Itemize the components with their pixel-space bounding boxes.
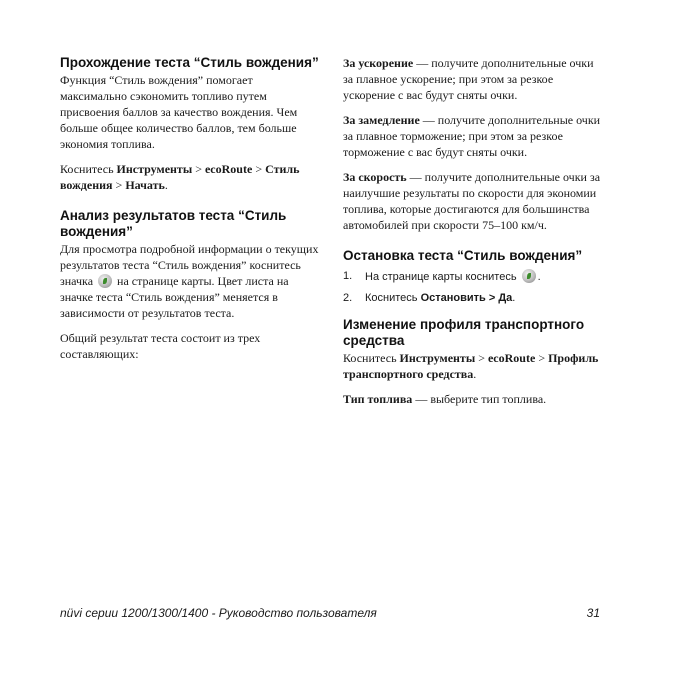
instr-end: .	[473, 367, 477, 381]
step-text	[365, 292, 515, 304]
instr-sep: >	[112, 178, 126, 192]
footer-title: nüvi серии 1200/1300/1400 - Руководство пользователя	[60, 606, 377, 620]
instr-ecoroute: ecoRoute	[487, 351, 536, 365]
instr-tools: Инструменты	[399, 351, 476, 365]
instr-sep: >	[535, 351, 549, 365]
speed-item	[343, 169, 605, 233]
step-item	[343, 287, 605, 309]
instr-tools: Инструменты	[116, 162, 193, 176]
step-number: 2.	[343, 292, 353, 304]
step-end: .	[537, 271, 541, 283]
deceleration-item	[343, 112, 605, 160]
driving-style-description: Функция “Стиль вождения” помогает максимально сэкономить топливо путем присвоения баллов за качество вождения. Чем больше общее количество баллов, тем больше экономия топлива.	[60, 73, 298, 151]
acceleration-text: — получите дополнительные очки за плавное ускорение; при этом за резкое ускорение с вас будут сняты очки.	[343, 56, 594, 102]
driving-style-instructions	[60, 161, 322, 193]
speed-text: — получите дополнительные очки за наилучшие результаты по скорости для экономии топлива, которые достигаются для большинства автомобилей при скорости 75–100 км/ч.	[343, 170, 601, 232]
instr-sep: >	[192, 162, 205, 176]
stop-test-steps	[343, 265, 605, 309]
acceleration-term: За ускорение	[343, 56, 414, 70]
instr-sep: >	[475, 351, 488, 365]
fuel-type-item	[343, 391, 605, 407]
instr-end: .	[164, 178, 168, 192]
page-footer	[60, 606, 600, 620]
left-column	[60, 55, 322, 371]
page-number: 31	[586, 606, 600, 620]
step-stop-yes: Остановить > Да	[420, 292, 513, 304]
results-description	[60, 241, 322, 321]
instr-touch: Коснитесь	[343, 351, 400, 365]
instr-ecoroute: ecoRoute	[204, 162, 253, 176]
section-title-stop-test: Остановка теста “Стиль вождения”	[343, 248, 583, 263]
section-title-vehicle-profile: Изменение профиля транспортного средства	[343, 317, 585, 348]
vehicle-profile-instructions	[343, 350, 605, 382]
acceleration-item	[343, 55, 605, 103]
step-number: 1.	[343, 270, 353, 282]
instr-touch: Коснитесь	[60, 162, 117, 176]
results-text-b: на странице карты. Цвет листа на значке теста “Стиль вождения” меняется в зависимости от результатов теста.	[60, 274, 289, 320]
ecoroute-leaf-icon	[522, 269, 536, 283]
instr-start: Начать	[125, 178, 165, 192]
step-item	[343, 265, 605, 287]
ecoroute-leaf-icon	[98, 274, 112, 288]
step-text-main: Коснитесь	[365, 292, 421, 304]
instr-vehicle-profile: Профиль транспортного средства	[343, 351, 599, 381]
speed-term: За скорость	[343, 170, 407, 184]
right-column	[343, 55, 605, 416]
section-title-driving-style-test: Прохождение теста “Стиль вождения”	[60, 55, 319, 70]
fuel-type-term: Тип топлива	[343, 392, 413, 406]
fuel-type-text: — выберите тип топлива.	[412, 392, 547, 406]
results-components: Общий результат теста состоит из трех составляющих:	[60, 331, 261, 361]
step-text	[365, 269, 541, 283]
deceleration-term: За замедление	[343, 113, 420, 127]
step-end: .	[512, 292, 516, 304]
results-text-a: Для просмотра подробной информации о текущих результатов теста “Стиль вождения” коснитесь значка	[60, 242, 319, 288]
instr-driving-style: Стиль вождения	[60, 162, 300, 192]
instr-sep: >	[252, 162, 266, 176]
deceleration-text: — получите дополнительные очки за плавное торможение; при этом за резкое торможение с вас будут сняты очки.	[343, 113, 601, 159]
step-text-main: На странице карты коснитесь	[365, 271, 520, 283]
section-title-results-analysis: Анализ результатов теста “Стиль вождения”	[60, 208, 287, 239]
